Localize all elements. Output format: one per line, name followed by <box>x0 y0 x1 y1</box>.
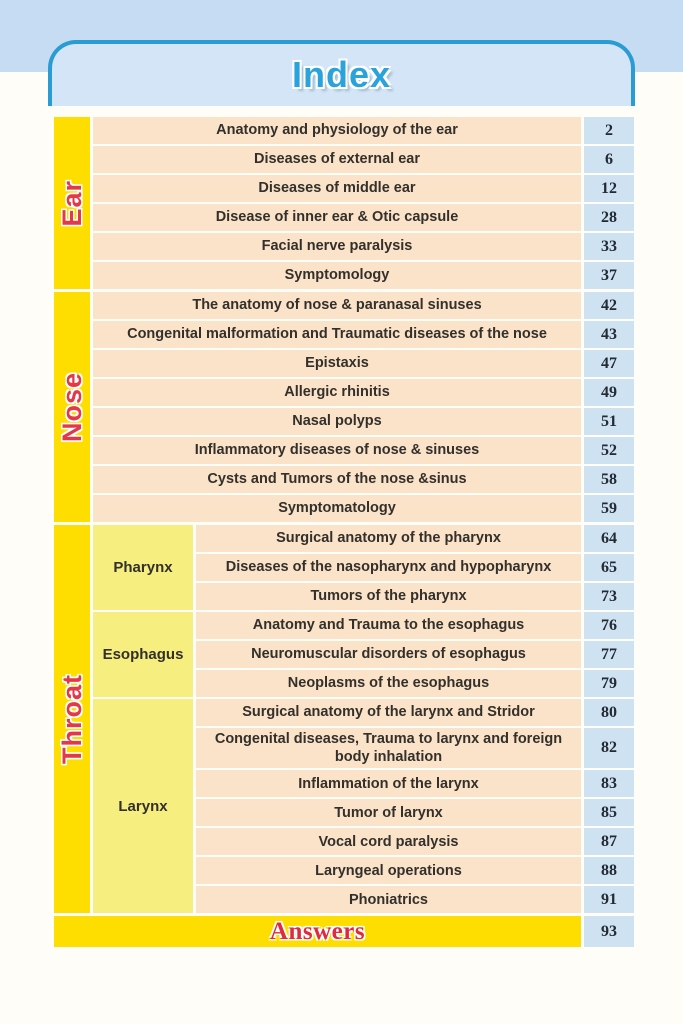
index-row <box>196 728 634 768</box>
answers-label-cell <box>54 916 581 947</box>
chapter-title: Symptomology <box>93 262 581 289</box>
index-row <box>93 350 634 377</box>
index-row <box>93 146 634 173</box>
index-row <box>196 612 634 639</box>
index-row <box>93 379 634 406</box>
index-row <box>93 321 634 348</box>
page-number: 42 <box>584 292 634 319</box>
answers-row <box>54 916 634 947</box>
group-label: Pharynx <box>93 525 193 610</box>
chapter-title: Surgical anatomy of the pharynx <box>196 525 581 552</box>
index-row <box>196 886 634 913</box>
chapter-title: Surgical anatomy of the larynx and Stridor <box>196 699 581 726</box>
index-row <box>196 770 634 797</box>
page-number: 58 <box>584 466 634 493</box>
group-plain <box>93 292 634 522</box>
answers-page-number: 93 <box>584 916 634 947</box>
page-number: 73 <box>584 583 634 610</box>
page-number: 37 <box>584 262 634 289</box>
index-row <box>93 262 634 289</box>
page-number: 28 <box>584 204 634 231</box>
group-larynx <box>93 699 634 913</box>
page-number: 47 <box>584 350 634 377</box>
group-label: Esophagus <box>93 612 193 697</box>
page-number: 52 <box>584 437 634 464</box>
index-row <box>196 857 634 884</box>
section-label-text: Nose <box>56 371 87 443</box>
group-rows <box>93 292 634 522</box>
index-row <box>196 799 634 826</box>
index-row <box>93 408 634 435</box>
page-number: 6 <box>584 146 634 173</box>
chapter-title: Tumors of the pharynx <box>196 583 581 610</box>
index-row <box>93 175 634 202</box>
page-number: 2 <box>584 117 634 144</box>
chapter-title: Phoniatrics <box>196 886 581 913</box>
page-number: 33 <box>584 233 634 260</box>
index-row <box>93 292 634 319</box>
page-number: 64 <box>584 525 634 552</box>
index-row <box>93 437 634 464</box>
group-plain <box>93 117 634 289</box>
index-section-throat <box>54 525 634 913</box>
chapter-title: Allergic rhinitis <box>93 379 581 406</box>
chapter-title: Facial nerve paralysis <box>93 233 581 260</box>
group-rows <box>196 612 634 697</box>
chapter-title: Vocal cord paralysis <box>196 828 581 855</box>
page-number: 79 <box>584 670 634 697</box>
index-row <box>93 495 634 522</box>
page-number: 43 <box>584 321 634 348</box>
group-pharynx <box>93 525 634 610</box>
chapter-title: Neoplasms of the esophagus <box>196 670 581 697</box>
group-rows <box>196 525 634 610</box>
chapter-title: Cysts and Tumors of the nose &sinus <box>93 466 581 493</box>
group-rows <box>93 117 634 289</box>
page-number: 76 <box>584 612 634 639</box>
index-section-ear <box>54 117 634 289</box>
index-row <box>196 525 634 552</box>
page-number: 82 <box>584 728 634 768</box>
section-label-ear <box>54 117 90 289</box>
chapter-title: Anatomy and physiology of the ear <box>93 117 581 144</box>
index-row <box>196 583 634 610</box>
chapter-title: The anatomy of nose & paranasal sinuses <box>93 292 581 319</box>
page-title: Index <box>291 54 392 95</box>
section-label-nose <box>54 292 90 522</box>
section-groups <box>93 292 634 522</box>
chapter-title: Inflammation of the larynx <box>196 770 581 797</box>
page-number: 51 <box>584 408 634 435</box>
index-row <box>93 233 634 260</box>
chapter-title: Inflammatory diseases of nose & sinuses <box>93 437 581 464</box>
page-number: 83 <box>584 770 634 797</box>
page-number: 80 <box>584 699 634 726</box>
section-label-text: Throat <box>56 674 87 765</box>
group-esophagus <box>93 612 634 697</box>
index-row <box>196 554 634 581</box>
section-groups <box>93 117 634 289</box>
page-number: 91 <box>584 886 634 913</box>
answers-label: Answers <box>269 917 366 945</box>
header-box <box>48 40 635 106</box>
page-number: 59 <box>584 495 634 522</box>
page-number: 77 <box>584 641 634 668</box>
section-groups <box>93 525 634 913</box>
chapter-title: Symptomatology <box>93 495 581 522</box>
chapter-title: Diseases of middle ear <box>93 175 581 202</box>
index-row <box>93 204 634 231</box>
page-number: 49 <box>584 379 634 406</box>
chapter-title: Anatomy and Trauma to the esophagus <box>196 612 581 639</box>
chapter-title: Diseases of the nasopharynx and hypopharynx <box>196 554 581 581</box>
chapter-title: Congenital diseases, Trauma to larynx and foreign body inhalation <box>196 728 581 768</box>
index-row <box>196 828 634 855</box>
section-label-throat <box>54 525 90 913</box>
chapter-title: Nasal polyps <box>93 408 581 435</box>
chapter-title: Neuromuscular disorders of esophagus <box>196 641 581 668</box>
index-table <box>54 117 634 947</box>
index-section-nose <box>54 292 634 522</box>
index-row <box>93 117 634 144</box>
index-row <box>196 699 634 726</box>
page-number: 88 <box>584 857 634 884</box>
page-number: 12 <box>584 175 634 202</box>
chapter-title: Diseases of external ear <box>93 146 581 173</box>
page-number: 87 <box>584 828 634 855</box>
chapter-title: Tumor of larynx <box>196 799 581 826</box>
section-label-text: Ear <box>56 179 87 227</box>
chapter-title: Congenital malformation and Traumatic diseases of the nose <box>93 321 581 348</box>
group-label: Larynx <box>93 699 193 913</box>
chapter-title: Laryngeal operations <box>196 857 581 884</box>
index-row <box>196 670 634 697</box>
group-rows <box>196 699 634 913</box>
chapter-title: Epistaxis <box>93 350 581 377</box>
page-number: 85 <box>584 799 634 826</box>
chapter-title: Disease of inner ear & Otic capsule <box>93 204 581 231</box>
index-row <box>196 641 634 668</box>
index-row <box>93 466 634 493</box>
page-number: 65 <box>584 554 634 581</box>
